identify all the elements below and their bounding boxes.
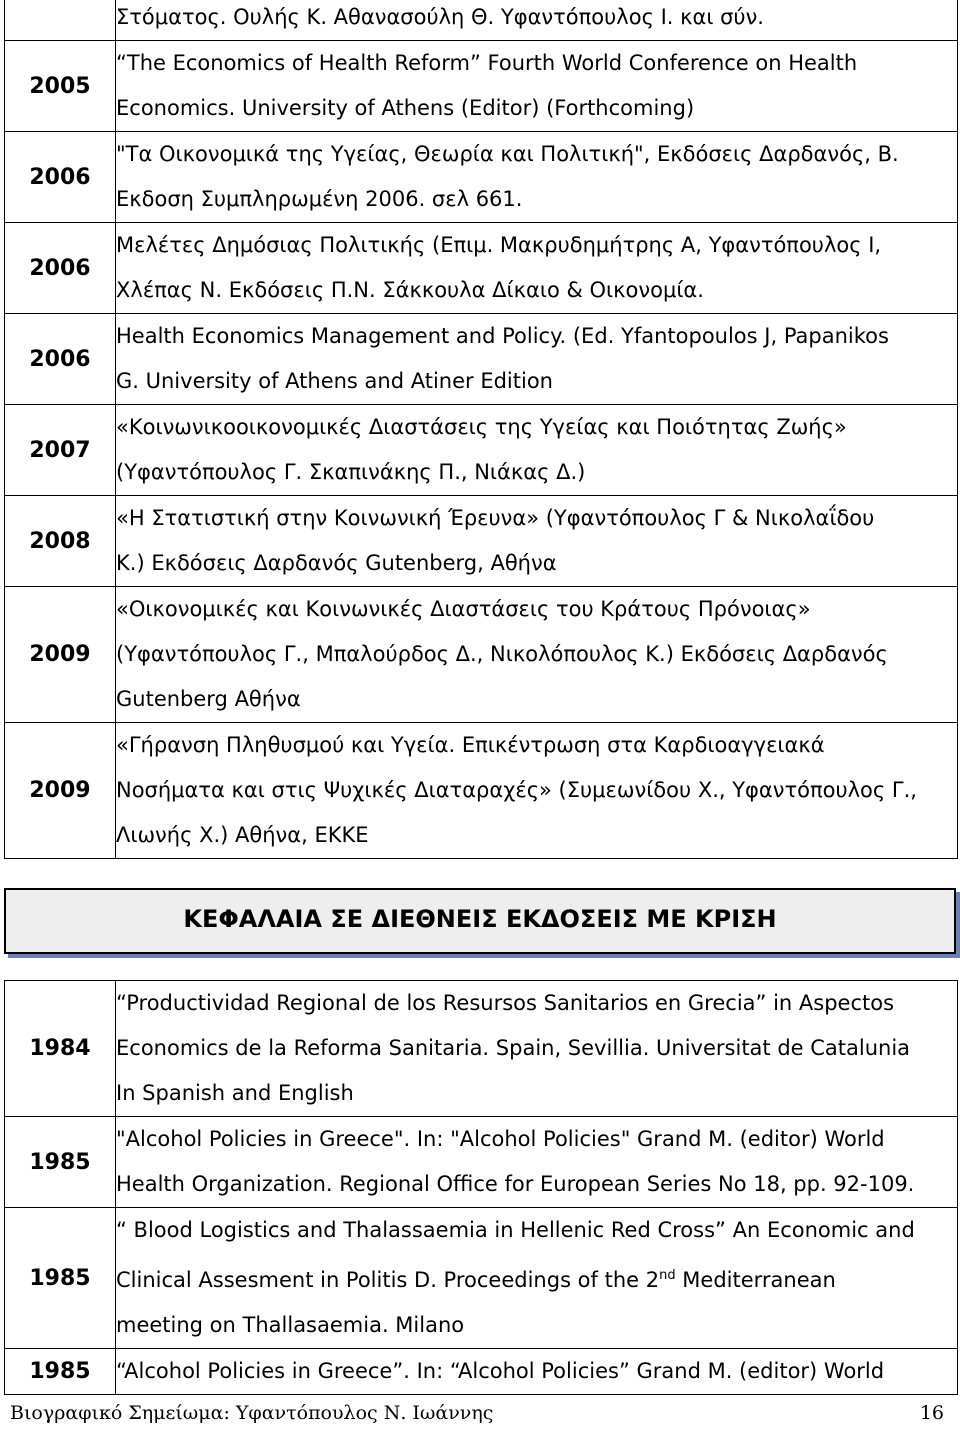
table-row — [5, 405, 958, 496]
year-cell: 1985 — [5, 1349, 116, 1395]
year-cell: 1985 — [5, 1208, 116, 1349]
page-number: 16 — [919, 1402, 944, 1424]
entry-cell: “ Blood Logistics and Thalassaemia in Hellenic Red Cross” An Economic and Clinical Assesment in Politis D. Proceedings of the 2nd Mediterranean meeting on Thallasaemia. Milano — [116, 1208, 958, 1349]
table-row — [5, 723, 958, 859]
year-cell — [5, 0, 116, 41]
table-row — [5, 0, 958, 41]
table-row — [5, 41, 958, 132]
year-cell: 1984 — [5, 981, 116, 1117]
year-cell: 1985 — [5, 1117, 116, 1208]
superscript: nd — [659, 1268, 676, 1283]
table-row — [5, 223, 958, 314]
year-cell: 2007 — [5, 405, 116, 496]
table-row — [5, 132, 958, 223]
footer-title: Βιογραφικό Σημείωμα: Υφαντόπουλος Ν. Ιωάννης — [10, 1402, 494, 1424]
year-cell: 2009 — [5, 587, 116, 723]
year-cell: 2006 — [5, 132, 116, 223]
entry-cell: “Alcohol Policies in Greece”. In: “Alcohol Policies” Grand M. (editor) World — [116, 1349, 958, 1395]
year-cell: 2006 — [5, 314, 116, 405]
table-row — [5, 1117, 958, 1208]
entry-cell: "Alcohol Policies in Greece". In: "Alcohol Policies" Grand M. (editor) World Health Organization. Regional Office for European Series No 18, pp. 92-109. — [116, 1117, 958, 1208]
year-cell: 2006 — [5, 223, 116, 314]
table-row — [5, 981, 958, 1117]
entry-cell: «Η Στατιστική στην Κοινωνική Έρευνα» (Υφαντόπουλος Γ & Νικολαΐδου Κ.) Εκδόσεις Δαρδανός Gutenberg, Αθήνα — [116, 496, 958, 587]
entry-cell: Στόματος. Ουλής Κ. Αθανασούλη Θ. Υφαντόπουλος Ι. και σύν. — [116, 0, 958, 41]
publications-table-greek — [4, 0, 958, 859]
page-footer — [10, 1402, 944, 1424]
table-row — [5, 314, 958, 405]
section-heading-band — [4, 888, 956, 954]
entry-cell: «Γήρανση Πληθυσμού και Υγεία. Επικέντρωση στα Καρδιοαγγειακά Νοσήματα και στις Ψυχικές Διαταραχές» (Συμεωνίδου Χ., Υφαντόπουλος Γ., Λιωνής Χ.) Αθήνα, ΕΚΚΕ — [116, 723, 958, 859]
entry-cell: “Productividad Regional de los Resursos Sanitarios en Grecia” in Aspectos Economics de la Reforma Sanitaria. Spain, Sevillia. Universitat de Catalunia In Spanish and English — [116, 981, 958, 1117]
year-cell: 2005 — [5, 41, 116, 132]
year-cell: 2009 — [5, 723, 116, 859]
year-cell: 2008 — [5, 496, 116, 587]
entry-cell: Health Economics Management and Policy. (Ed. Yfantopoulos J, Papanikos G. University of Athens and Atiner Edition — [116, 314, 958, 405]
table-row — [5, 587, 958, 723]
table-row — [5, 496, 958, 587]
table-row — [5, 1349, 958, 1395]
table-row — [5, 1208, 958, 1349]
entry-cell: “The Economics of Health Reform” Fourth World Conference on Health Economics. University of Athens (Editor) (Forthcoming) — [116, 41, 958, 132]
entry-cell: «Κοινωνικοοικονομικές Διαστάσεις της Υγείας και Ποιότητας Ζωής» (Υφαντόπουλος Γ. Σκαπινάκης Π., Νιάκας Δ.) — [116, 405, 958, 496]
entry-cell: Μελέτες Δημόσιας Πολιτικής (Επιμ. Μακρυδημήτρης Α, Υφαντόπουλος Ι, Χλέπας Ν. Εκδόσεις Π.Ν. Σάκκουλα Δίκαιο & Οικονομία. — [116, 223, 958, 314]
entry-cell: "Τα Οικονομικά της Υγείας, Θεωρία και Πολιτική", Εκδόσεις Δαρδανός, Β. Εκδοση Συμπληρωμένη 2006. σελ 661. — [116, 132, 958, 223]
publications-table-international — [4, 980, 958, 1395]
section-heading: ΚΕΦΑΛΑΙΑ ΣΕ ΔΙΕΘΝΕΙΣ ΕΚΔΟΣΕΙΣ ΜΕ ΚΡΙΣΗ — [183, 905, 777, 933]
entry-cell: «Οικονομικές και Κοινωνικές Διαστάσεις του Κράτους Πρόνοιας» (Υφαντόπουλος Γ., Μπαλούρδος Δ., Νικολόπουλος Κ.) Εκδόσεις Δαρδανός Gutenberg Αθήνα — [116, 587, 958, 723]
